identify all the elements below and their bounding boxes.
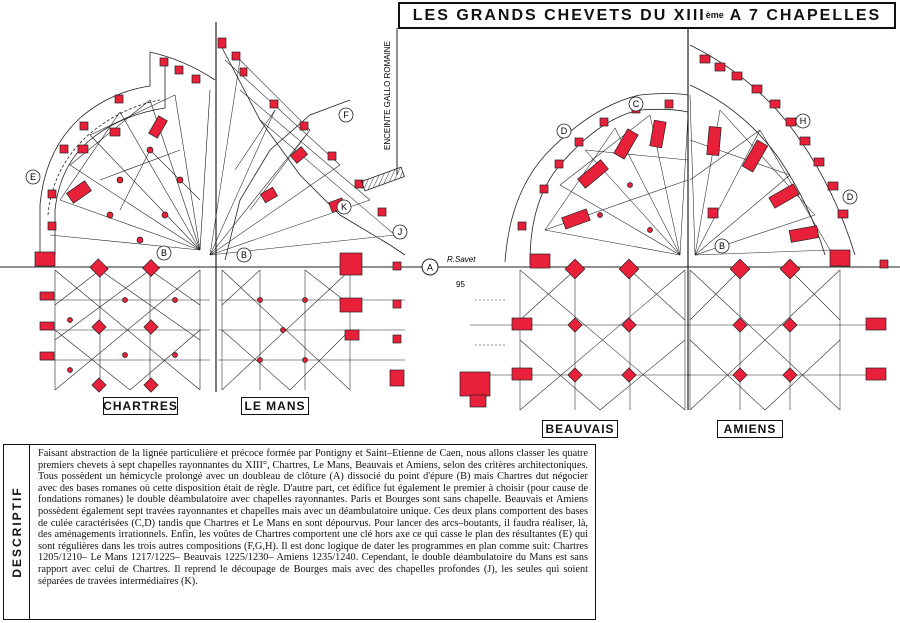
savet-number: 95 [456,280,465,289]
marker-j: J [397,227,403,237]
label-chartres: CHARTRES [103,399,178,413]
description-side-label [4,445,30,619]
marker-k: K [340,202,348,212]
title-sup: ème [705,10,724,20]
chartres-plan [35,52,215,392]
label-amiens: AMIENS [717,420,783,438]
description-text: Faisant abstraction de la lignée particulière et précoce formée par Pontigny et Saint–Etienne de Caen, nous allons classer les quatre premiers chevets à sept chapelles rayonnantes du XIII°, Chartres, Le Mans, Beauvais et Amiens, selon des critères architectoniques. Tous possèdent un hémicycle prolongé avec un doubleau de clôture (A) dissocié du point d'épure (B) mais Chartres dut négocier avec des bases romanes où cette disposition était de règle. D'autre part, cet édifice fut également le premier à choisir (pour cause de fondations romanes) le double déambulatoire avec chapelles rayonnantes. Paris et Bourges sont sans chapelle. Beauvais et Amiens possèdent également sept travées rayonnantes et chapelles mais avec un déambulatoire unique. Ces deux plans comportent des bases de culée caractérisées (C,D) tandis que Chartres et Le Mans en sont dépourvus. Pour lancer des arcs–boutants, il faudra réaliser, là, des aménagements irrationnels. Enfin, les voûtes de Chartres comportent une clé hors axe ce qui casse le plan des résultantes (E) qui sont régulières dans les trois autres compositions (F,G,H). Il est donc logique de dater les programmes en plan comme suit: Chartres 1205/1210– Le Mans 1217/1225– Beauvais 1225/1230– Amiens 1235/1240. Cependant, le double déambulatoire du Mans est sans rapport avec celui de Chartres. Il reprend le découpage de Bourges mais avec des chapelles profondes (J), les seules qui soient séparées de travées intermédiaires (K). [38,448,588,587]
marker-h: H [799,116,807,126]
marker-c: C [632,99,640,109]
description-heading: DESCRIPTIF [9,486,24,578]
label-beauvais: BEAUVAIS [542,420,618,438]
enceinte-label: ENCEINTE GALLO ROMAINE [383,41,392,150]
gallo-roman-wall [362,167,405,191]
marker-b-amiens: B [718,241,726,251]
marker-d-beauvais: D [560,126,568,136]
marker-d-amiens: D [846,192,854,202]
title-text: LES GRANDS CHEVETS DU XIII [412,6,706,24]
marker-b-lemans: B [240,250,248,260]
beauvais-plan [460,94,690,411]
axis-marker-a: A [426,262,434,273]
marker-e: E [29,172,37,182]
amiens-plan [688,45,888,410]
le-mans-plan [210,38,405,390]
label-le-mans: LE MANS [241,397,309,415]
page-title [398,2,896,29]
savet-signature: R.Savet [447,255,476,264]
marker-b-chartres: B [160,248,168,258]
description-panel [3,444,596,620]
marker-f: F [343,110,349,120]
title-suffix: A 7 CHAPELLES [723,6,882,24]
